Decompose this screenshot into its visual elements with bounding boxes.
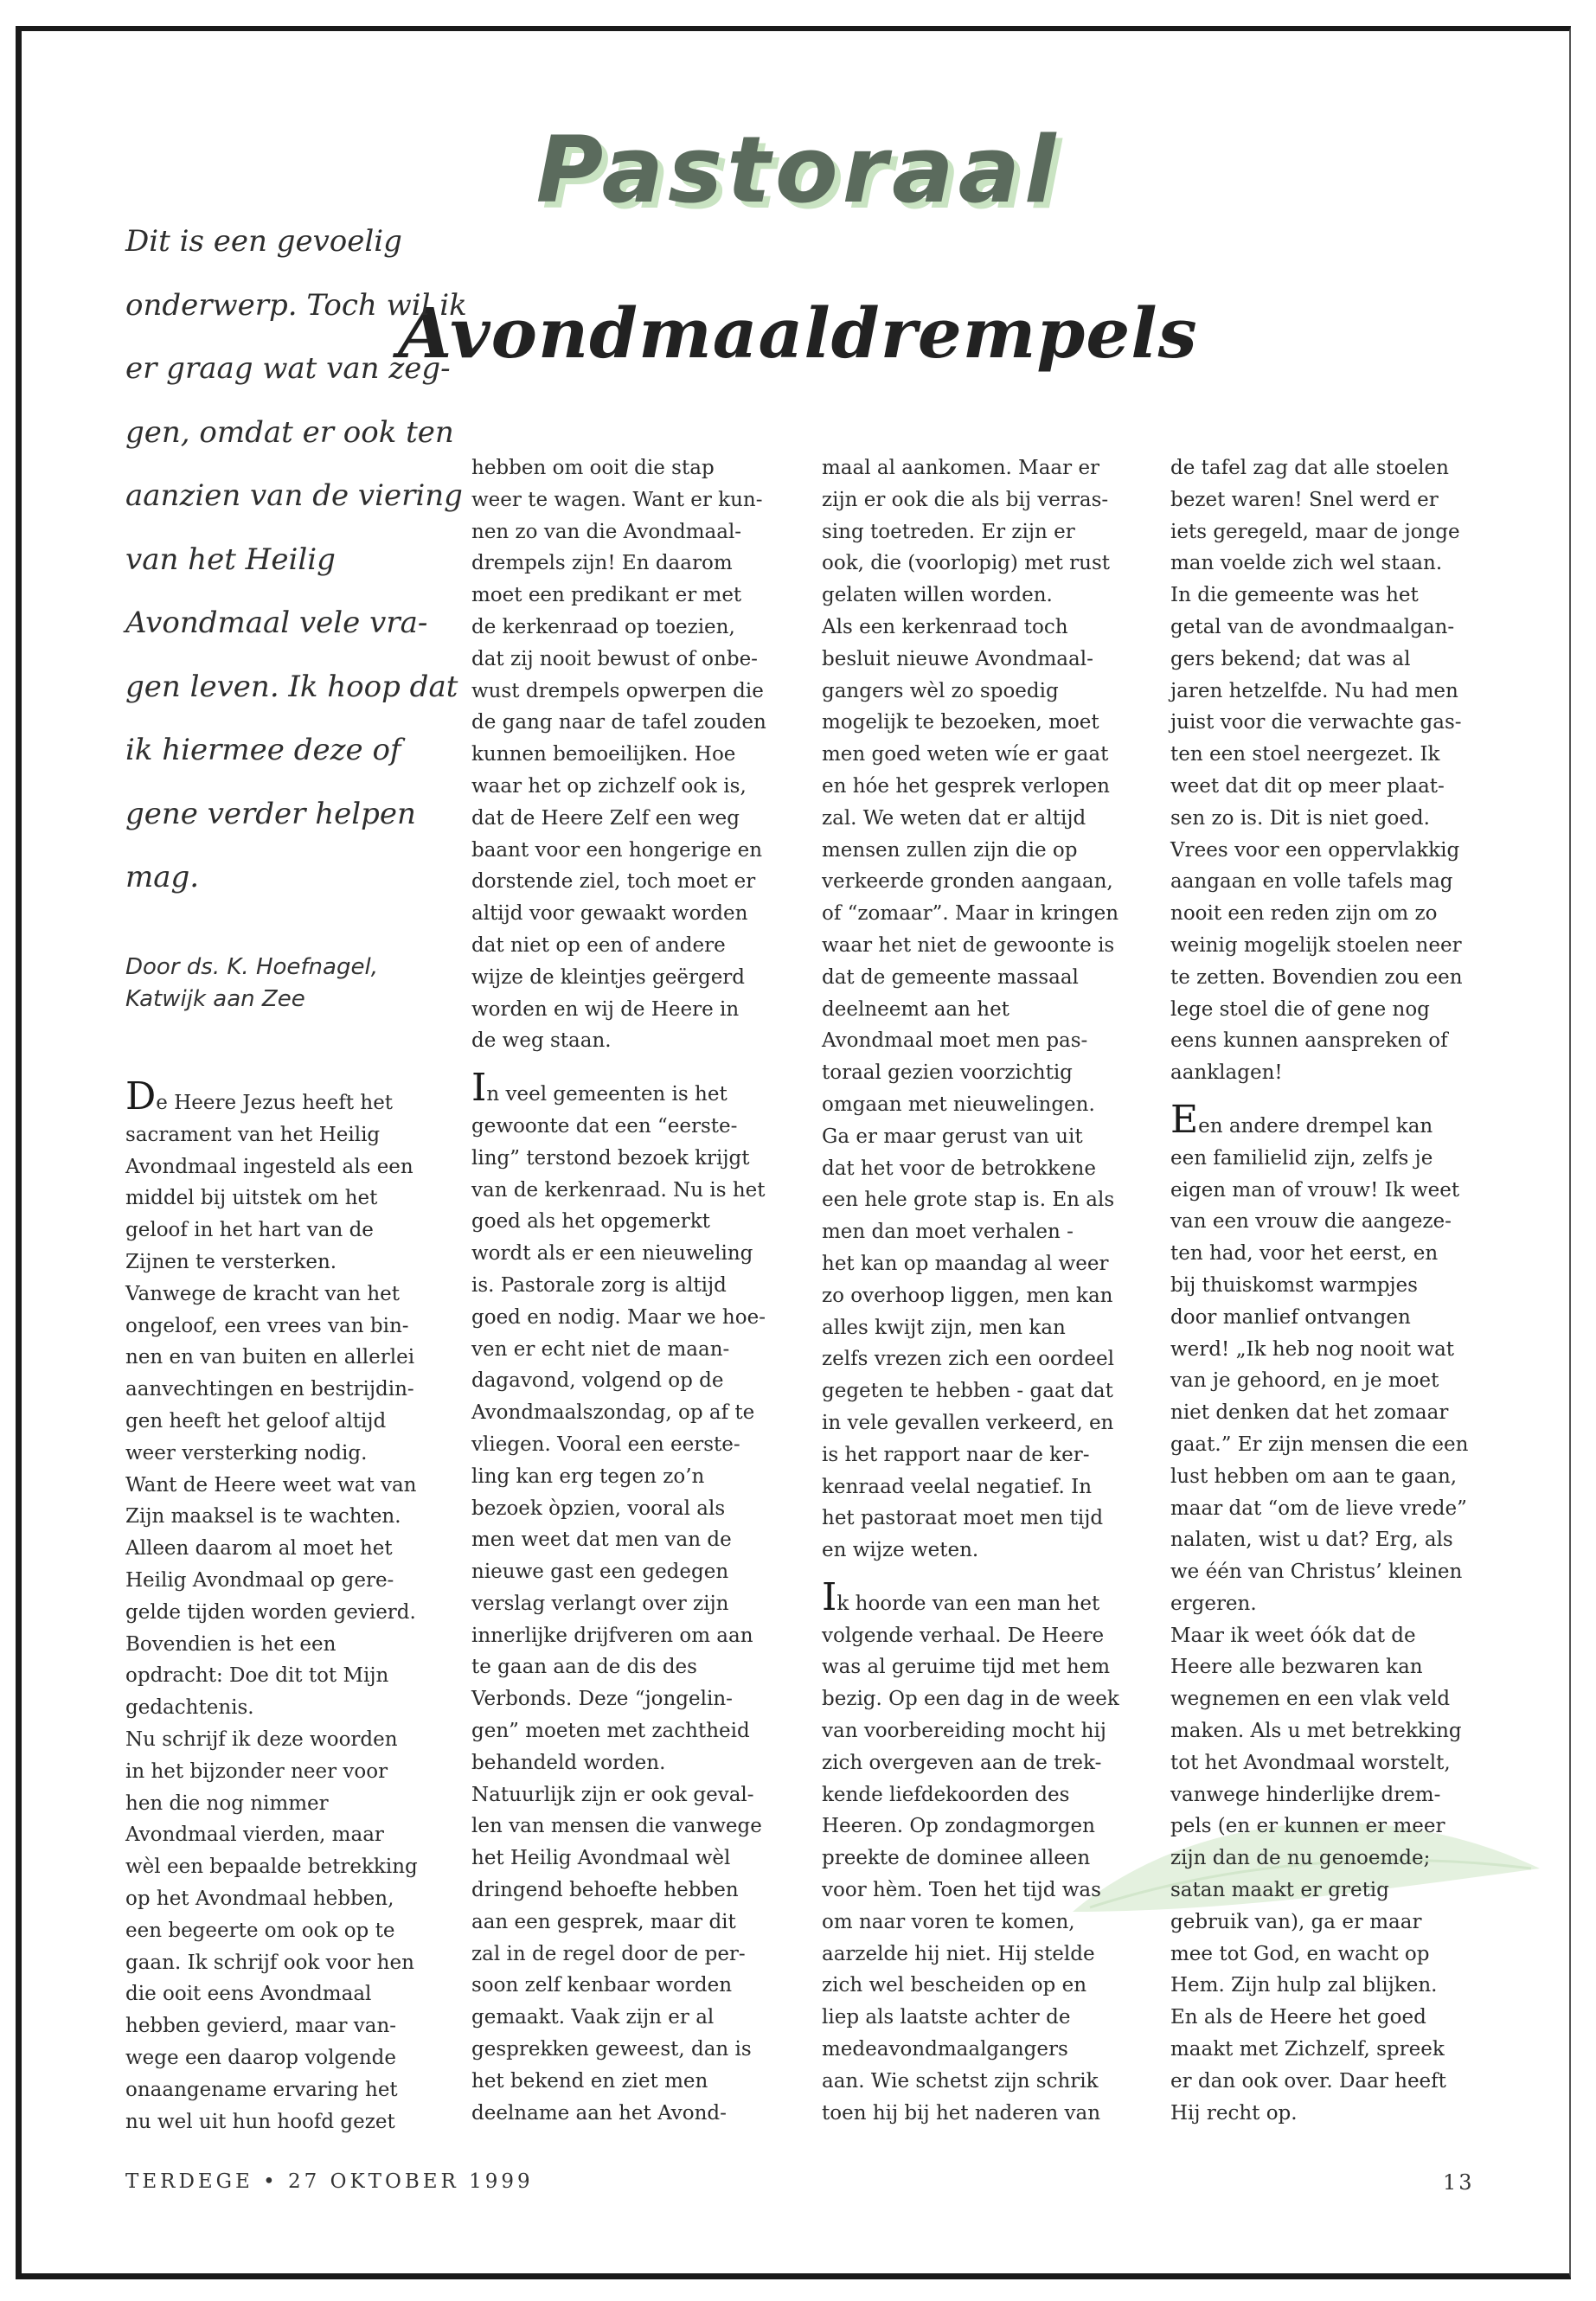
text-line: ook, die (voorlopig) met rust xyxy=(822,552,1111,575)
text-line: de gang naar de tafel zouden xyxy=(471,711,766,734)
text-line: aan. Wie schetst zijn schrik xyxy=(822,2069,1099,2093)
text-line: het Heilig Avondmaal wèl xyxy=(471,1847,731,1870)
text-line: Maar ik weet óók dat de xyxy=(1170,1624,1416,1647)
text-line: n veel gemeenten is het xyxy=(486,1083,727,1106)
text-line: omgaan met nieuwelingen. xyxy=(822,1093,1095,1116)
text-line: e Heere Jezus heeft het xyxy=(156,1092,394,1114)
text-line: Hem. Zijn hulp zal blijken. xyxy=(1170,1974,1438,1997)
text-line: Vanwege de kracht van het xyxy=(125,1282,401,1305)
text-line: maken. Als u met betrekking xyxy=(1170,1720,1462,1743)
intro-line: van het Heilig xyxy=(125,542,336,577)
text-line: juist voor die verwachte gas- xyxy=(1170,711,1462,734)
text-line: aanklagen! xyxy=(1170,1061,1283,1085)
text-line: een begeerte om ook op te xyxy=(125,1919,395,1942)
text-line: hen die nog nimmer xyxy=(125,1791,329,1815)
intro-line: Dit is een gevoelig xyxy=(125,224,402,259)
text-line: getal van de avondmaalgan- xyxy=(1170,615,1455,638)
text-line: bezoek òpzien, vooral als xyxy=(471,1497,726,1520)
text-line: alles kwijt zijn, men kan xyxy=(822,1316,1066,1339)
text-line: len van mensen die vanwege xyxy=(471,1815,762,1838)
text-line: deelname aan het Avond- xyxy=(471,2101,727,2125)
text-line: Nu schrijf ik deze woorden xyxy=(125,1727,398,1751)
text-line: dagavond, volgend op de xyxy=(471,1369,724,1393)
text-line: Alleen daarom al moet het xyxy=(125,1537,393,1561)
text-line: gaat.” Er zijn mensen die een xyxy=(1170,1433,1469,1456)
text-line: man voelde zich wel staan. xyxy=(1170,552,1443,575)
text-line: En als de Heere het goed xyxy=(1170,2006,1426,2029)
text-line: goed als het opgemerkt xyxy=(471,1210,710,1234)
text-line: dat niet op een of andere xyxy=(471,933,726,957)
text-line: wordt als er een nieuweling xyxy=(471,1242,753,1266)
text-line: men goed weten wíe er gaat xyxy=(822,743,1109,766)
text-line: dorstende ziel, toch moet er xyxy=(471,870,756,894)
text-line: aangaan en volle tafels mag xyxy=(1170,870,1453,894)
text-line: het bekend en ziet men xyxy=(471,2069,708,2093)
intro-line: er graag wat van zeg- xyxy=(125,351,451,386)
text-line: wijze de kleintjes geërgerd xyxy=(471,965,746,989)
text-line: en hóe het gesprek verlopen xyxy=(822,774,1110,798)
text-line: behandeld worden. xyxy=(471,1751,666,1774)
text-line: men dan moet verhalen - xyxy=(822,1221,1074,1244)
text-line: Natuurlijk zijn er ook geval- xyxy=(471,1783,754,1806)
text-line: aanvechtingen en bestrijdin- xyxy=(125,1378,414,1401)
text-line: nu wel uit hun hoofd gezet xyxy=(125,2110,395,2133)
text-line: van de kerkenraad. Nu is het xyxy=(471,1178,766,1202)
text-line: te gaan aan de dis des xyxy=(471,1656,697,1679)
intro-line: onderwerp. Toch wil ik xyxy=(125,287,467,323)
text-line: tot het Avondmaal worstelt, xyxy=(1170,1751,1451,1774)
text-line: de tafel zag dat alle stoelen xyxy=(1170,457,1449,479)
text-line: gen heeft het geloof altijd xyxy=(125,1409,387,1433)
text-line: gaan. Ik schrijf ook voor hen xyxy=(125,1951,414,1974)
text-line: maar dat “om de lieve vrede” xyxy=(1170,1497,1467,1520)
text-line: de weg staan. xyxy=(471,1029,612,1053)
intro-line: gen leven. Ik hoop dat xyxy=(125,669,458,704)
text-line: geloof in het hart van de xyxy=(125,1219,374,1242)
paragraph-first-line xyxy=(125,1074,454,1119)
intro-line: gene verder helpen xyxy=(125,796,416,831)
text-line: aarzelde hij niet. Hij stelde xyxy=(822,1942,1095,1965)
text-line: altijd voor gewaakt worden xyxy=(471,902,748,926)
text-line: hebben gevierd, maar van- xyxy=(125,2015,397,2038)
text-line: en wijze weten. xyxy=(822,1539,979,1562)
text-line: door manlief ontvangen xyxy=(1170,1305,1411,1329)
paragraph-first-line xyxy=(822,1574,1151,1620)
text-line: sen zo is. Dit is niet goed. xyxy=(1170,806,1430,830)
text-line: ergeren. xyxy=(1170,1592,1257,1615)
byline-author: Door ds. K. Hoefnagel, xyxy=(125,954,378,980)
text-line: Zijnen te versterken. xyxy=(125,1250,337,1273)
text-column-4 xyxy=(1170,452,1499,2129)
text-line: wege een daarop volgende xyxy=(125,2046,396,2069)
text-line: Avondmaal moet men pas- xyxy=(822,1029,1088,1053)
text-line: toen hij bij het naderen van xyxy=(822,2101,1101,2125)
text-line: verslag verlangt over zijn xyxy=(471,1592,729,1615)
text-line: op het Avondmaal hebben, xyxy=(125,1887,394,1910)
text-line: Vrees voor een oppervlakkig xyxy=(1170,838,1460,862)
text-line: ten een stoel neergezet. Ik xyxy=(1170,743,1440,766)
section-title: Pastoraal xyxy=(535,117,1061,223)
footer-publication: TERDEGE • 27 OKTOBER 1999 xyxy=(125,2170,534,2193)
text-line: worden en wij de Heere in xyxy=(471,997,740,1021)
text-line: ling kan erg tegen zo’n xyxy=(471,1465,705,1488)
article-title: Avondmaaldrempels xyxy=(398,292,1198,374)
text-line: lege stoel die of gene nog xyxy=(1170,997,1430,1021)
text-line: vanwege hinderlijke drem- xyxy=(1170,1783,1441,1806)
intro-line: mag. xyxy=(125,860,200,894)
text-line: nen en van buiten en allerlei xyxy=(125,1346,415,1369)
text-line: nieuwe gast een gedegen xyxy=(471,1561,729,1584)
text-column-3 xyxy=(822,452,1151,2129)
text-line: Want de Heere weet wat van xyxy=(125,1473,417,1497)
text-line: deelneemt aan het xyxy=(822,997,1010,1021)
text-line: die ooit eens Avondmaal xyxy=(125,1983,372,2006)
text-line: Avondmaal vierden, maar xyxy=(125,1823,384,1847)
intro-line: gen, omdat er ook ten xyxy=(125,414,454,450)
text-line: middel bij uitstek om het xyxy=(125,1187,378,1210)
text-line: weer te wagen. Want er kun- xyxy=(471,488,763,511)
text-line: zal. We weten dat er altijd xyxy=(822,806,1086,830)
text-line: drempels zijn! En daarom xyxy=(471,552,733,575)
intro-text xyxy=(125,210,471,910)
text-line: ven er echt niet de maan- xyxy=(471,1337,730,1361)
text-line: gegeten te hebben - gaat dat xyxy=(822,1380,1113,1403)
text-line: ten had, voor het eerst, en xyxy=(1170,1242,1439,1266)
text-line: bezet waren! Snel werd er xyxy=(1170,488,1439,511)
byline xyxy=(125,952,471,1016)
text-line: k hoorde van een man het xyxy=(836,1592,1100,1615)
text-line: gedachtenis. xyxy=(125,1696,254,1720)
text-line: onaangename ervaring het xyxy=(125,2078,398,2101)
text-line: liep als laatste achter de xyxy=(822,2006,1071,2029)
text-line: Avondmaalszondag, op af te xyxy=(471,1401,755,1425)
text-line: Heeren. Op zondagmorgen xyxy=(822,1815,1095,1838)
text-line: moet een predikant er met xyxy=(471,584,742,607)
text-line: van je gehoord, en je moet xyxy=(1170,1369,1439,1393)
paragraph-first-line xyxy=(471,1066,800,1111)
text-line: zelfs vrezen zich een oordeel xyxy=(822,1348,1114,1371)
text-line: dat de Heere Zelf een weg xyxy=(471,806,740,830)
text-line: wèl een bepaalde betrekking xyxy=(125,1856,418,1879)
text-line: mensen zullen zijn die op xyxy=(822,838,1078,862)
text-line: mogelijk te bezoeken, moet xyxy=(822,711,1099,734)
text-line: pels (en er kunnen er meer xyxy=(1170,1815,1445,1838)
drop-cap: I xyxy=(822,1574,837,1619)
text-line: nalaten, wist u dat? Erg, als xyxy=(1170,1529,1453,1552)
text-line: de kerkenraad op toezien, xyxy=(471,615,735,638)
text-line: kenraad veelal negatief. In xyxy=(822,1475,1093,1498)
text-line: dringend behoefte hebben xyxy=(471,1879,739,1902)
text-line: In die gemeente was het xyxy=(1170,584,1419,607)
text-column-2 xyxy=(471,452,800,2129)
paragraph-first-line xyxy=(1170,1097,1499,1143)
text-line: nooit een reden zijn om zo xyxy=(1170,902,1438,926)
text-line: eens kunnen aanspreken of xyxy=(1170,1029,1448,1053)
text-line: dat zij nooit bewust of onbe- xyxy=(471,647,758,670)
text-line: volgende verhaal. De Heere xyxy=(822,1624,1105,1647)
byline-place: Katwijk aan Zee xyxy=(125,986,305,1012)
text-line: Hij recht op. xyxy=(1170,2101,1298,2125)
drop-cap: I xyxy=(471,1066,487,1111)
text-line: van een vrouw die aangeze- xyxy=(1170,1210,1452,1234)
text-line: bezig. Op een dag in de week xyxy=(822,1688,1119,1711)
text-line: gebruik van), ga er maar xyxy=(1170,1910,1422,1933)
text-line: nen zo van die Avondmaal- xyxy=(471,520,742,543)
text-line: Avondmaal ingesteld als een xyxy=(125,1155,413,1178)
text-line: zo overhoop liggen, men kan xyxy=(822,1284,1113,1307)
text-line: sacrament van het Heilig xyxy=(125,1123,381,1146)
text-line: satan maakt er gretig xyxy=(1170,1879,1389,1902)
text-line: gelde tijden worden gevierd. xyxy=(125,1600,416,1624)
text-line: gewoonte dat een “eerste- xyxy=(471,1114,738,1138)
text-line: we één van Christus’ kleinen xyxy=(1170,1561,1463,1584)
text-line: maakt met Zichzelf, spreek xyxy=(1170,2038,1445,2061)
text-line: er dan ook over. Daar heeft xyxy=(1170,2069,1446,2093)
text-line: Zijn maaksel is te wachten. xyxy=(125,1505,401,1529)
text-line: zijn dan de nu genoemde; xyxy=(1170,1847,1431,1870)
intro-line: aanzien van de viering xyxy=(125,478,463,513)
text-line: of “zomaar”. Maar in kringen xyxy=(822,902,1119,926)
text-line: gen” moeten met zachtheid xyxy=(471,1720,750,1743)
text-line: jaren hetzelfde. Nu had men xyxy=(1170,679,1458,702)
page-number: 13 xyxy=(1443,2170,1475,2195)
text-line: soon zelf kenbaar worden xyxy=(471,1974,733,1997)
text-line: het kan op maandag al weer xyxy=(822,1252,1109,1275)
text-line: het pastoraat moet men tijd xyxy=(822,1507,1104,1530)
text-line: eigen man of vrouw! Ik weet xyxy=(1170,1178,1460,1202)
text-line: Ga er maar gerust van uit xyxy=(822,1125,1083,1148)
text-line: men weet dat men van de xyxy=(471,1529,732,1552)
text-column-1 xyxy=(125,1074,454,2138)
text-line: aan een gesprek, maar dit xyxy=(471,1910,736,1933)
text-line: dat de gemeente massaal xyxy=(822,965,1079,989)
text-line: gers bekend; dat was al xyxy=(1170,647,1411,670)
text-line: ling” terstond bezoek krijgt xyxy=(471,1146,750,1170)
text-line: is. Pastorale zorg is altijd xyxy=(471,1273,727,1297)
text-line: verkeerde gronden aangaan, xyxy=(822,870,1113,894)
text-line: wegnemen en een vlak veld xyxy=(1170,1688,1451,1711)
text-line: lust hebben om aan te gaan, xyxy=(1170,1465,1458,1488)
text-line: vliegen. Vooral een eerste- xyxy=(471,1433,740,1456)
text-line: ongeloof, een vrees van bin- xyxy=(125,1314,409,1337)
text-line: waar het op zichzelf ook is, xyxy=(471,774,747,798)
text-line: was al geruime tijd met hem xyxy=(822,1656,1111,1679)
text-line: Heilig Avondmaal op gere- xyxy=(125,1568,394,1592)
text-line: werd! „Ik heb nog nooit wat xyxy=(1170,1337,1455,1361)
text-line: en andere drempel kan xyxy=(1198,1114,1433,1138)
text-line: gelaten willen worden. xyxy=(822,584,1053,607)
text-line: besluit nieuwe Avondmaal- xyxy=(822,647,1093,670)
text-line: hebben om ooit die stap xyxy=(471,457,715,479)
text-line: innerlijke drijfveren om aan xyxy=(471,1624,753,1647)
text-line: Verbonds. Deze “jongelin- xyxy=(471,1688,733,1711)
text-line: voor hèm. Toen het tijd was xyxy=(822,1879,1101,1902)
text-line: wust drempels opwerpen die xyxy=(471,679,764,702)
text-line: mee tot God, en wacht op xyxy=(1170,1942,1430,1965)
text-line: zijn er ook die als bij verras- xyxy=(822,488,1109,511)
text-line: goed en nodig. Maar we hoe- xyxy=(471,1305,766,1329)
text-line: medeavondmaalgangers xyxy=(822,2038,1068,2061)
text-line: toraal gezien voorzichtig xyxy=(822,1061,1073,1085)
text-line: iets geregeld, maar de jonge xyxy=(1170,520,1460,543)
text-line: baant voor een hongerige en xyxy=(471,838,763,862)
text-line: Als een kerkenraad toch xyxy=(822,615,1068,638)
text-line: in het bijzonder neer voor xyxy=(125,1759,388,1783)
text-line: sing toetreden. Er zijn er xyxy=(822,520,1075,543)
text-line: weer versterking nodig. xyxy=(125,1441,368,1465)
text-line: weet dat dit op meer plaat- xyxy=(1170,774,1445,798)
text-line: Bovendien is het een xyxy=(125,1632,337,1656)
text-line: maal al aankomen. Maar er xyxy=(822,457,1100,479)
intro-line: Avondmaal vele vra- xyxy=(125,606,428,640)
text-line: zich wel bescheiden op en xyxy=(822,1974,1087,1997)
text-line: een hele grote stap is. En als xyxy=(822,1189,1115,1212)
text-line: in vele gevallen verkeerd, en xyxy=(822,1411,1114,1434)
text-line: opdracht: Doe dit tot Mijn xyxy=(125,1664,389,1688)
text-line: weinig mogelijk stoelen neer xyxy=(1170,933,1462,957)
text-line: preekte de dominee alleen xyxy=(822,1847,1091,1870)
intro-line: ik hiermee deze of xyxy=(125,733,401,767)
text-line: zal in de regel door de per- xyxy=(471,1942,746,1965)
text-line: dat het voor de betrokkene xyxy=(822,1157,1096,1180)
drop-cap: D xyxy=(125,1074,157,1118)
text-line: te zetten. Bovendien zou een xyxy=(1170,965,1463,989)
text-line: van voorbereiding mocht hij xyxy=(822,1720,1106,1743)
text-line: gangers wèl zo spoedig xyxy=(822,679,1059,702)
text-line: Heere alle bezwaren kan xyxy=(1170,1656,1423,1679)
text-line: kende liefdekoorden des xyxy=(822,1783,1070,1806)
text-line: een familielid zijn, zelfs je xyxy=(1170,1146,1433,1170)
text-line: zich overgeven aan de trek- xyxy=(822,1751,1102,1774)
text-line: niet denken dat het zomaar xyxy=(1170,1401,1449,1425)
text-line: bij thuiskomst warmpjes xyxy=(1170,1273,1418,1297)
text-line: waar het niet de gewoonte is xyxy=(822,933,1115,957)
text-line: gesprekken geweest, dan is xyxy=(471,2038,752,2061)
text-line: gemaakt. Vaak zijn er al xyxy=(471,2006,715,2029)
text-line: is het rapport naar de ker- xyxy=(822,1443,1090,1466)
text-line: om naar voren te komen, xyxy=(822,1910,1075,1933)
drop-cap: E xyxy=(1170,1097,1199,1142)
text-line: kunnen bemoeilijken. Hoe xyxy=(471,743,736,766)
